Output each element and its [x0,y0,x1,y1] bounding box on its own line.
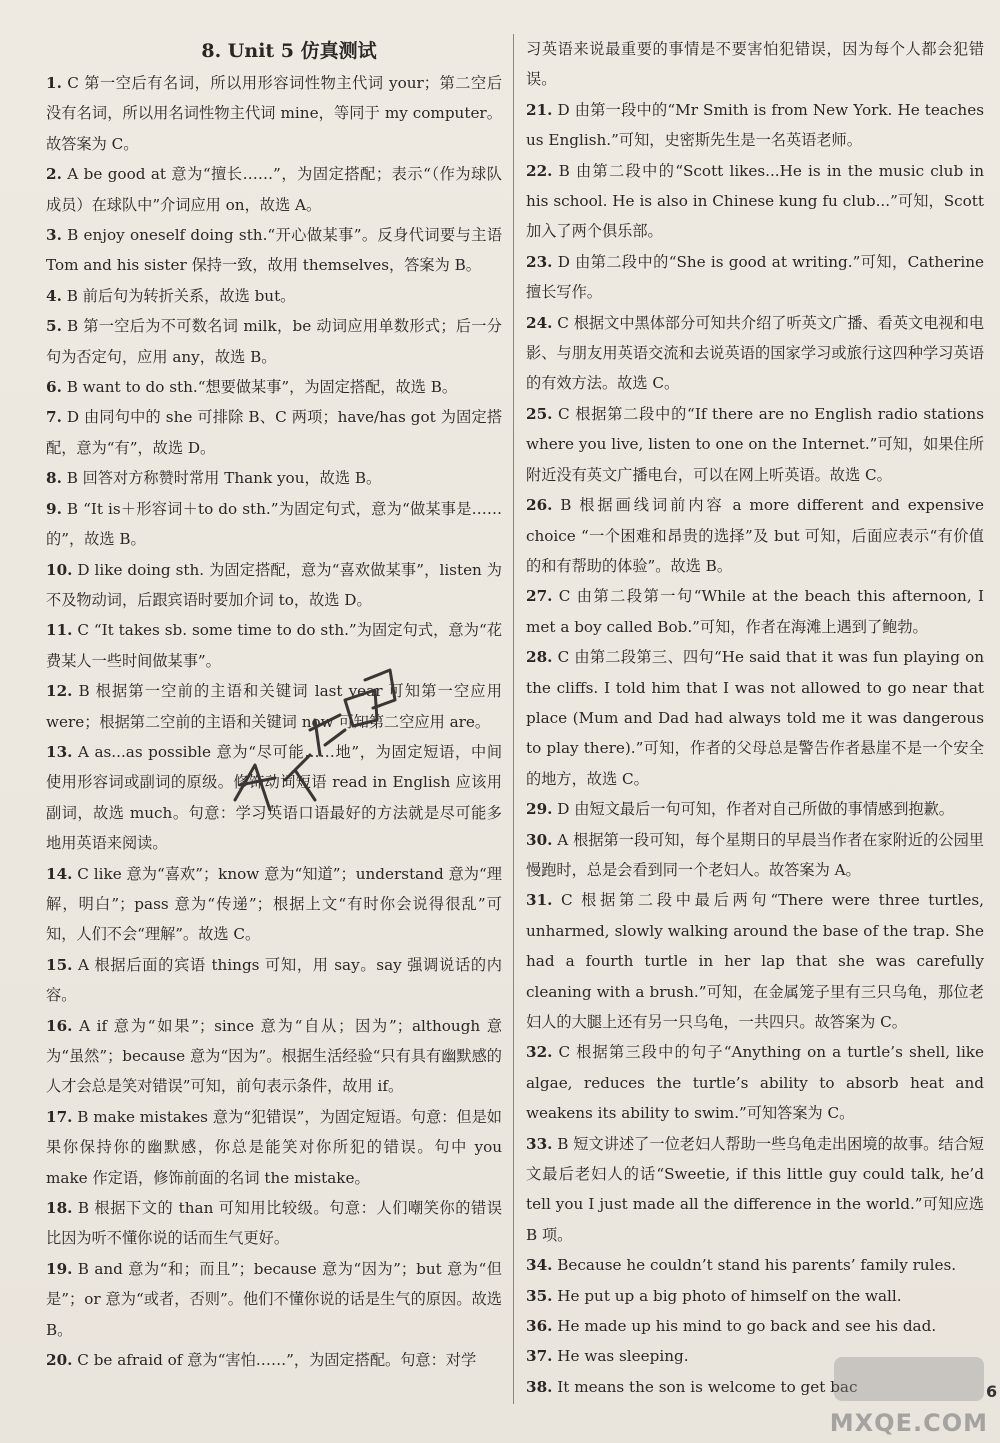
answer-number: 36. [526,1317,553,1336]
answer-text: B enjoy oneself doing sth.“开心做某事”。反身代词要与主语 Tom and his sister 保持一致，故用 themselves，答案为 B。 [46,226,503,275]
answer-text: C 由第二段第三、四句“He said that it was fun playing on the cliffs. I told him that I was not allowed to go near that place (Mum and Dad had always told me it was dangerous to play there).”可知，作者的父母总是警告作者悬崖不是一个安全的地方，故选 C。 [526,648,985,788]
answer-text: C 由第二段第一句“While at the beach this afternoon, I met a boy called Bob.”可知，作者在海滩上遇到了鲍勃。 [526,587,984,636]
answer-item [46,555,502,616]
answer-text: B 根据画线词前内容 a more different and expensive choice “一个困难和昂贵的选择”及 but 可知，后面应表示“有价值的和有帮助的体验”。故选 B。 [526,496,984,575]
answer-item [526,1037,984,1128]
right-answer-list [526,34,984,1402]
answer-item [46,281,502,311]
answer-item [46,1011,502,1102]
answer-text: A as...as possible 意为“尽可能……地”，为固定短语，中间使用形容词或副词的原级。修饰动词短语 read in English 应该用副词，故选 much。句意：学习英语口语最好的方法就是尽可能多地用英语来阅读。 [46,742,503,853]
answer-text: B 短文讲述了一位老妇人帮助一些乌龟走出困境的故事。结合短文最后老妇人的话“Sweetie, if this little guy could talk, he’d tell you I just made all the difference in the world.”可知应选 B 项。 [526,1134,984,1244]
answer-item [526,1129,984,1251]
answer-item [526,1281,984,1311]
answer-text: It means the son is welcome to get bac [557,1377,858,1396]
answer-text: He put up a big photo of himself on the wall. [557,1286,902,1305]
answer-text: A be good at 意为“擅长……”，为固定搭配；表示“（作为球队成员）在球队中”介词应用 on，故选 A。 [46,165,502,214]
answer-text: D 由短文最后一句可知，作者对自己所做的事情感到抱歉。 [557,800,954,819]
answer-number: 28. [526,648,553,667]
answer-text: D 由第二段中的“She is good at writing.”可知，Catherine 擅长写作。 [526,252,985,302]
page-number: 6 [986,1382,998,1401]
answer-number: 33. [526,1134,553,1153]
answer-number: 25. [526,404,553,423]
answer-text: B 回答对方称赞时常用 Thank you，故选 B。 [66,469,382,488]
answer-text: 习英语来说最重要的事情是不要害怕犯错误，因为每个人都会犯错误。 [526,40,984,89]
answer-item [46,1193,502,1254]
right-column [526,34,984,1402]
left-column [46,34,502,1375]
answer-item [46,68,502,159]
answer-number: 9. [46,499,62,518]
answer-item [46,494,502,555]
answer-item [526,642,984,794]
answer-item [46,463,502,493]
answer-item [46,159,502,220]
answer-number: 12. [46,682,73,701]
answer-text: B and 意为“和；而且”；because 意为“因为”；but 意为“但是”；or 意为“或者，否则”。他们不懂你说的话是生气的原因。故选 B。 [46,1259,502,1339]
answer-item [46,402,502,463]
answer-number: 14. [46,864,73,883]
answer-number: 2. [46,165,62,184]
answer-number: 5. [46,317,62,336]
answer-number: 31. [526,891,553,910]
answer-text: B 前后句为转折关系，故选 but。 [66,286,296,305]
answer-item [526,308,984,399]
answer-text: Because he couldn’t stand his parents’ family rules. [557,1256,957,1275]
answer-text: C like 意为“喜欢”；know 意为“知道”；understand 意为“理解，明白”；pass 意为“传递”；根据上文“有时你会说得很乱”可知，人们不会“理解”。故选 C。 [46,864,502,944]
page-title: 8. Unit 5 仿真测试 [201,40,377,62]
answer-number: 10. [46,560,73,579]
answer-text: B 根据第一空前的主语和关键词 last year 可知第一空应用 were；根据第二空前的主语和关键词 now 可知第二空应用 are。 [46,682,502,731]
answer-text: A 根据后面的宾语 things 可知，用 say。say 强调说话的内容。 [46,955,502,1005]
answer-number: 35. [526,1286,553,1305]
answer-text: C be afraid of 意为“害怕……”，为固定搭配。句意：对学 [77,1351,477,1370]
answer-text: B 根据下文的 than 可知用比较级。句意：人们嘲笑你的错误比因为听不懂你说的话而生气更好。 [46,1199,503,1248]
answer-number: 17. [46,1107,73,1126]
answer-number: 37. [526,1347,553,1366]
answer-item [526,1311,984,1341]
answer-number: 8. [46,469,62,488]
watermark-text: MXQE.COM [829,1409,988,1437]
answer-text: C 第一空后有名词，所以用形容词性物主代词 your；第二空后没有名词，所以用名词性物主代词 mine，等同于 my computer。故答案为 C。 [46,74,503,153]
answer-item [526,95,984,156]
answer-item [526,156,984,247]
answer-number: 23. [526,252,553,271]
answer-text: B 由第二段中的“Scott likes...He is in the music club in his school. He is also in Chinese kung fu club...”可知，Scott 加入了两个俱乐部。 [526,161,984,241]
answer-item [526,399,984,490]
answer-number: 22. [526,161,553,180]
answer-item [46,1345,502,1375]
answer-number: 34. [526,1256,553,1275]
answer-item [46,311,502,372]
answer-item [46,950,502,1011]
answer-number: 18. [46,1199,73,1218]
column-divider [513,34,514,1404]
answer-number: 24. [526,313,553,332]
answer-item [46,1102,502,1193]
answer-item [526,825,984,886]
answer-text: B 第一空后为不可数名词 milk，be 动词应用单数形式；后一分句为否定句，应用 any，故选 B。 [46,317,502,366]
answer-number: 1. [46,74,62,92]
answer-text: He was sleeping. [557,1347,689,1366]
answer-item [46,615,502,676]
answer-number: 6. [46,378,62,397]
answer-text: A if 意为“如果”；since 意为“自从；因为”；although 意为“虽然”；because 意为“因为”。根据生活经验“只有具有幽默感的人才会总是笑对错误”可知，前句表示条件，故用 if。 [46,1016,503,1096]
answer-number: 30. [526,830,553,849]
answer-number: 16. [46,1016,73,1035]
answer-item [46,676,502,737]
answer-item [526,794,984,824]
answer-number: 13. [46,742,73,761]
answer-item [526,247,984,308]
answer-number: 15. [46,955,73,974]
answer-text: C 根据第二段中最后两句“There were three turtles, unharmed, slowly walking around the base of the trap. She had a fourth turtle in her lap that she was carefully cleaning with a brush.”可知，在金属笼子里有三只乌龟，那位老妇人的大腿上还有另一只乌龟，一共四只。故答案为 C。 [526,891,984,1031]
answer-number: 3. [46,226,62,245]
answer-text: D 由第一段中的“Mr Smith is from New York. He teaches us English.”可知，史密斯先生是一名英语老师。 [526,100,984,150]
answer-number: 19. [46,1259,73,1278]
answer-text: B want to do sth.“想要做某事”，为固定搭配，故选 B。 [66,378,458,397]
answer-number: 26. [526,496,553,515]
answer-item [46,859,502,950]
answer-item [526,490,984,581]
answer-text: C 根据第三段中的句子“Anything on a turtle’s shell, like algae, reduces the turtle’s ability to absorb heat and weakens its ability to swim.”可知答案为 C。 [526,1043,984,1123]
answer-item [526,34,984,95]
answer-item [526,1250,984,1280]
answer-number: 38. [526,1377,553,1396]
answer-text: B make mistakes 意为“犯错误”，为固定短语。句意：但是如果你保持你的幽默感，你总是能笑对你所犯的错误。句中 you make 作定语，修饰前面的名词 the mistake。 [46,1107,502,1187]
answer-text: C “It takes sb. some time to do sth.”为固定句式，意为“花费某人一些时间做某事”。 [46,621,503,670]
answer-item [526,581,984,642]
left-answer-list [46,68,502,1375]
answer-number: 7. [46,408,62,427]
answer-number: 4. [46,286,62,305]
answer-number: 20. [46,1351,73,1370]
answer-text: A 根据第一段可知，每个星期日的早晨当作者在家附近的公园里慢跑时，总是会看到同一个老妇人。故答案为 A。 [526,830,984,879]
answer-text: D 由同句中的 she 可排除 B、C 两项；have/has got 为固定搭配，意为“有”，故选 D。 [46,408,503,457]
answer-number: 27. [526,587,553,606]
answer-text: D like doing sth. 为固定搭配，意为“喜欢做某事”，listen 为不及物动词，后跟宾语时要加介词 to，故选 D。 [46,560,502,609]
answer-number: 29. [526,800,553,819]
answer-item [46,372,502,402]
answer-number: 11. [46,621,73,640]
answer-item [46,737,502,859]
answer-item [46,1254,502,1345]
answer-item [526,885,984,1037]
watermark-logo [804,1357,994,1437]
answer-text: He made up his mind to go back and see his dad. [557,1317,937,1336]
answer-text: C 根据文中黑体部分可知共介绍了听英文广播、看英文电视和电影、与朋友用英语交流和去说英语的国家学习或旅行这四种学习英语的有效方法。故选 C。 [526,313,985,393]
answer-text: B “It is＋形容词＋to do sth.”为固定句式，意为“做某事是……的”，故选 B。 [46,499,503,549]
answer-item [46,220,502,281]
answer-number: 32. [526,1043,553,1062]
watermark-badge [834,1357,984,1401]
answer-number: 21. [526,100,553,119]
answer-text: C 根据第二段中的“If there are no English radio stations where you live, listen to one on the Internet.”可知，如果住所附近没有英文广播电台，可以在网上听英语。故选 C。 [526,404,984,484]
